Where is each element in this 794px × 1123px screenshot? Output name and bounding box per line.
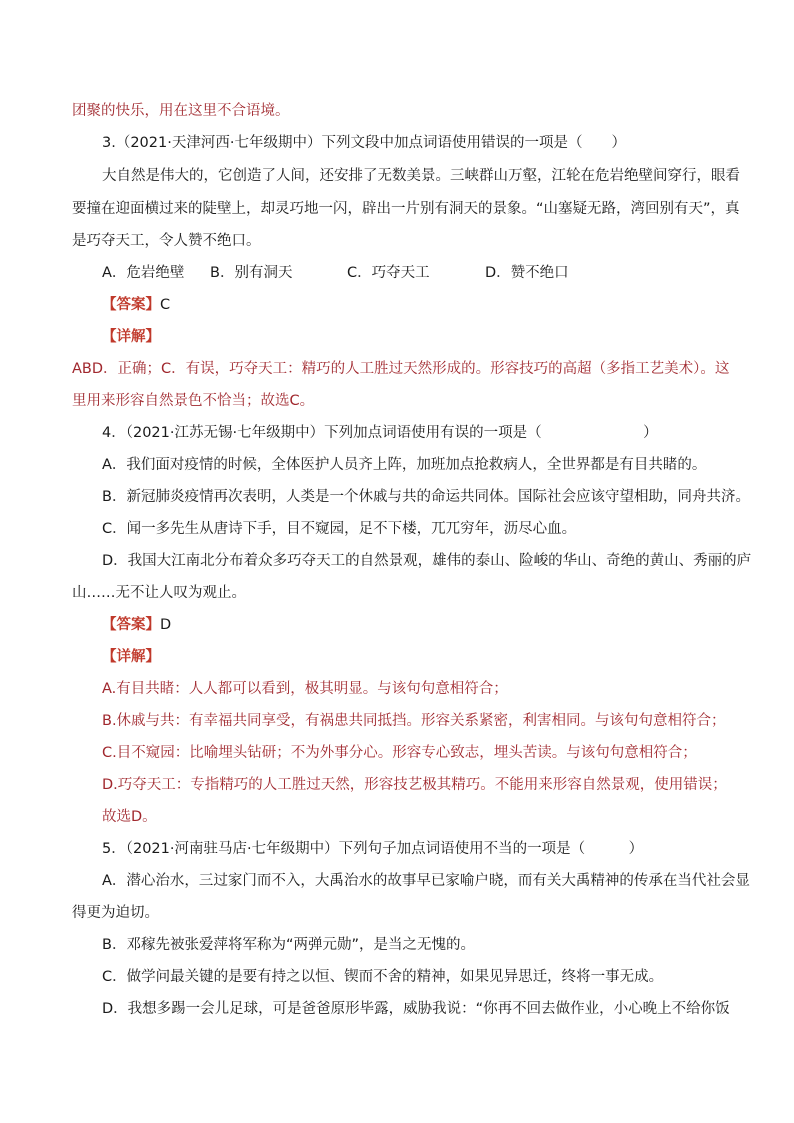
question-5-option-a: A．潜心治水，三过家门而不入，大禹治水的故事早已家喻户晓，而有关大禹精神的传承在当代社会显 <box>102 873 750 889</box>
question-4-explanation-line: B.休戚与共：有幸福共同享受，有祸患共同抵挡。形容关系紧密，利害相同。与该句句意相符合； <box>102 713 726 729</box>
question-3-option-d: D．赞不绝口 <box>485 265 569 281</box>
question-3-option-a: A．危岩绝壁 <box>102 265 185 281</box>
question-4-option-d-cont: 山……无不让人叹为观止。 <box>72 585 246 601</box>
question-4-answer <box>102 615 171 635</box>
answer-tag: 【答案】 <box>102 617 160 633</box>
question-4-detail-tag <box>102 647 160 667</box>
question-3-explanation-line: 里用来形容自然景色不恰当；故选C。 <box>72 393 315 409</box>
question-5-option-a-cont: 得更为迫切。 <box>72 905 159 921</box>
answer-value: D <box>160 617 172 633</box>
question-4-option-d: D．我国大江南北分布着众多巧夺天工的自然景观，雄伟的泰山、险峻的华山、奇绝的黄山、秀丽的庐 <box>102 553 752 569</box>
question-3-passage-line: 要撞在迎面横过来的陡壁上，却灵巧地一闪，辟出一片别有洞天的景象。“山塞疑无路，湾回别有天”，真 <box>72 201 740 217</box>
question-4-option-b: B．新冠肺炎疫情再次表明，人类是一个休戚与共的命运共同体。国际社会应该守望相助，同舟共济。 <box>102 489 750 505</box>
question-3-passage-line: 大自然是伟大的，它创造了人间，还安排了无数美景。三峡群山万壑，江轮在危岩绝壁间穿行，眼看 <box>102 168 740 184</box>
previous-explanation-tail: 团聚的快乐，用在这里不合语境。 <box>72 103 290 119</box>
question-5-option-c: C．做学问最关键的是要有持之以恒、锲而不舍的精神，如果见异思迁，终将一事无成。 <box>102 969 664 985</box>
question-4-heading: 4．（2021·江苏无锡·七年级期中）下列加点词语使用有误的一项是（ ） <box>102 425 658 441</box>
answer-value: C <box>160 297 171 313</box>
question-3-option-b: B．别有洞天 <box>210 265 293 281</box>
question-5-option-b: B．邓稼先被张爱萍将军称为“两弹元勋”，是当之无愧的。 <box>102 937 475 953</box>
detail-tag: 【详解】 <box>102 649 160 665</box>
question-3-passage-line: 是巧夺天工，令人赞不绝口。 <box>72 233 261 249</box>
answer-tag: 【答案】 <box>102 297 160 313</box>
question-4-explanation-line: 故选D。 <box>102 809 157 825</box>
question-3-detail-tag <box>102 327 160 347</box>
question-3-heading: 3.（2021·天津河西·七年级期中）下列文段中加点词语使用错误的一项是（ ） <box>102 135 626 151</box>
question-4-option-c: C．闻一多先生从唐诗下手，目不窥园，足不下楼，兀兀穷年，沥尽心血。 <box>102 521 577 537</box>
question-4-explanation-line: C.目不窥园：比喻埋头钻研；不为外事分心。形容专心致志，埋头苦读。与该句句意相符合； <box>102 745 697 761</box>
question-5-option-d: D．我想多踢一会儿足球，可是爸爸原形毕露，威胁我说：“你再不回去做作业，小心晚上不给你饭 <box>102 1001 730 1017</box>
question-3-option-c: C．巧夺天工 <box>347 265 430 281</box>
question-4-explanation-line: A.有目共睹：人人都可以看到，极其明显。与该句句意相符合； <box>102 681 508 697</box>
question-4-explanation-line: D.巧夺天工：专指精巧的人工胜过天然，形容技艺极其精巧。不能用来形容自然景观，使用错误； <box>102 777 727 793</box>
question-5-heading: 5．（2021·河南驻马店·七年级期中）下列句子加点词语使用不当的一项是（ ） <box>102 841 644 857</box>
question-3-answer <box>102 295 170 315</box>
detail-tag: 【详解】 <box>102 329 160 345</box>
question-4-option-a: A．我们面对疫情的时候，全体医护人员齐上阵，加班加点抢救病人，全世界都是有目共睹的。 <box>102 457 707 473</box>
question-3-explanation-line: ABD．正确；C．有误，巧夺天工：精巧的人工胜过天然形成的。形容技巧的高超（多指工艺美术）。这 <box>72 361 730 377</box>
